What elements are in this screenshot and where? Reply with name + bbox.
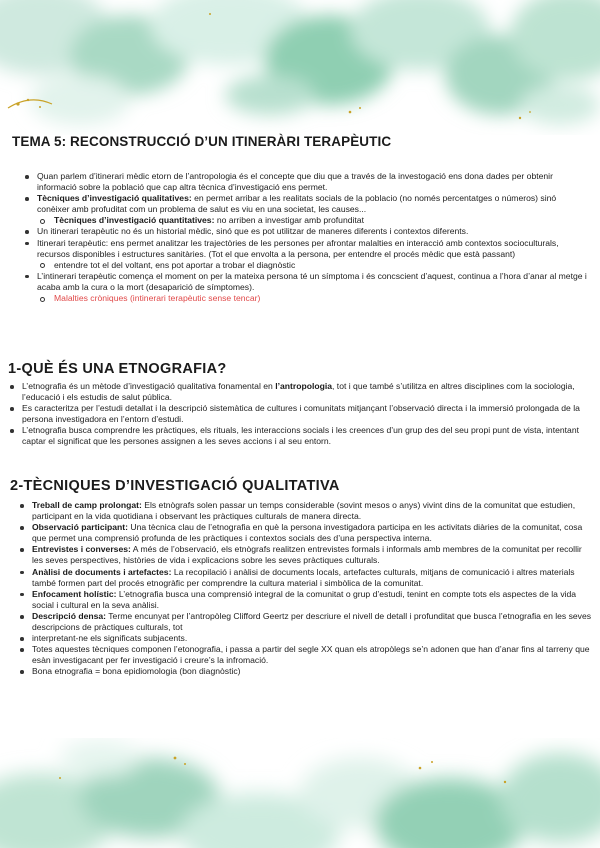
list-item: Es caracteritza per l’estudi detallat i la descripció sistemàtica de cultures i comunitats mitjançant l’observació directa i la immersió prolongada de la persona investigadora en l’entorn d’estudi.	[6, 403, 590, 425]
term-label: Tècniques d’investigació qualitatives:	[37, 193, 192, 204]
page-title: TEMA 5: RECONSTRUCCIÓ D’UN ITINERÀRI TERAPÈUTIC	[12, 134, 392, 149]
list-item: L’etnografia és un mètode d’investigació qualitativa fonamental en l’antropologia, tot i que també s’utilitza en altres disciplines com la sociologia, l’educació i els estudis de salut pública.	[6, 381, 590, 403]
list-item: Bona etnografia = bona epidiomologia (bon diagnòstic)	[16, 666, 592, 677]
term-label: l’antropologia	[275, 381, 333, 391]
section-heading-etnografia: 1-QUÈ ÉS UNA ETNOGRAFIA?	[8, 361, 227, 377]
list-item: Observació participant: Una tècnica clau de l’etnografia en què la persona investigadora participa en les activitats diàries de la comunitat, cosa que permet una comprensió profunda de les pràctiques i contextos socials des d’una perspectiva interna.	[16, 522, 592, 544]
list-item: L’etnografia busca comprendre les pràctiques, els rituals, les interaccions socials i les creences d’un grup des del seu propi punt de vista, intentant captar el significat que les persones assignen a les seves accions i al seu entorn.	[6, 425, 590, 447]
term-label: Anàlisi de documents i artefactes:	[32, 566, 172, 577]
term-label: Descripció densa:	[32, 610, 107, 621]
sub-list-item: Tècniques d’investigació quantitatives: no arriben a investigar amb profunditat	[21, 215, 589, 226]
list-item: Anàlisi de documents i artefactes: La recopilació i anàlisi de documents locals, artefactes culturals, mitjans de comunicació i altres materials també formen part del procés etnogràfic per comprendre la cultura material i simbòlica de la comunitat.	[16, 567, 592, 589]
list-item: Entrevistes i converses: A més de l’observació, els etnògrafs realitzen entrevistes formals i informals amb membres de la comunitat per recollir les seves perspectives, històries de vida i explicacions sobre les seves pràctiques culturals.	[16, 544, 592, 566]
list-item: Totes aquestes tècniques componen l’etonografia, i passa a partir del segle XX quan els atropòlegs se’n adonen que han d’anar fins al tarreny que esàn investigacant per fer investigació i creure’s la infromació.	[16, 644, 592, 666]
list-item: Treball de camp prolongat: Els etnògrafs solen passar un temps considerable (sovint mesos o anys) vivint dins de la comunitat que estudien, participant en la vida quotidiana i observant les pràctiques culturals de manera directa.	[16, 500, 592, 522]
list-item: Enfocament holístic: L’etnografia busca una comprensió integral de la comunitat o grup d’estudi, tenint en compte tots els aspectes de la vida social i cultural en la seva anàlisi.	[16, 589, 592, 611]
term-label: Entrevistes i converses:	[32, 544, 131, 555]
list-item: Quan parlem d’itinerari mèdic etorn de l’antropologia és el concepte que diu que a través de la investogació ens dona dades per obtenir informació sobre la població que cap altra tècnica d’investigació ens permet.	[21, 171, 589, 193]
list-item: Descripció densa: Terme encunyat per l’antropòleg Clifford Geertz per descriure el nivell de detall i profunditat que busca l’etnografia en les seves descripcions de pràctiques culturals, tot	[16, 611, 592, 633]
list-item: interpretant-ne els significats subjacents.	[16, 633, 592, 644]
list-item: L’intinerari terapèutic comença el moment on per la mateixa persona té un símptoma i és concscient d’aquest, continua a l’hora d’anar al metge i acaba amb la cura o la mort (desaparició de símptomes).	[21, 271, 589, 293]
term-label: Observació participant:	[32, 522, 128, 533]
intro-list	[21, 171, 589, 304]
sub-list-item: entendre tot el del voltant, ens pot aportar a trobar el diagnòstic	[21, 260, 589, 271]
term-label: Enfocament holístic:	[32, 588, 117, 599]
list-item: Itinerari terapèutic: ens permet analitzar les trajectòries de les persones per afrontar malalties en interacció amb contextos socioculturals, recursos disponibles i estructures sanitàries. (Tot el que envolta a la persona, per entendre el procés mèdic que està passant)	[21, 238, 589, 260]
section-heading-tecniques: 2-TÈCNIQUES D’INVESTIGACIÓ QUALITATIVA	[10, 478, 340, 494]
list-item: Un itinerari terapèutic no és un historial mèdic, sinó que es pot utilitzar de maneres diferents i contextos diferents.	[21, 226, 589, 237]
tecniques-list	[16, 500, 592, 678]
etnografia-list	[6, 381, 590, 448]
term-label: Treball de camp prolongat:	[32, 500, 142, 510]
list-item: Tècniques d’investigació qualitatives: en permet arribar a les realitats socials de la poblacio (no només percentatges o números) sinó conèixer amb profuditat com un problema de salut es viu en una societat, les causes...	[21, 193, 589, 215]
term-label: Tècniques d’investigació quantitatives:	[54, 215, 215, 226]
sub-list-item-highlight: Malalties cròniques (intinerari terapèutic sense tencar)	[21, 293, 589, 304]
